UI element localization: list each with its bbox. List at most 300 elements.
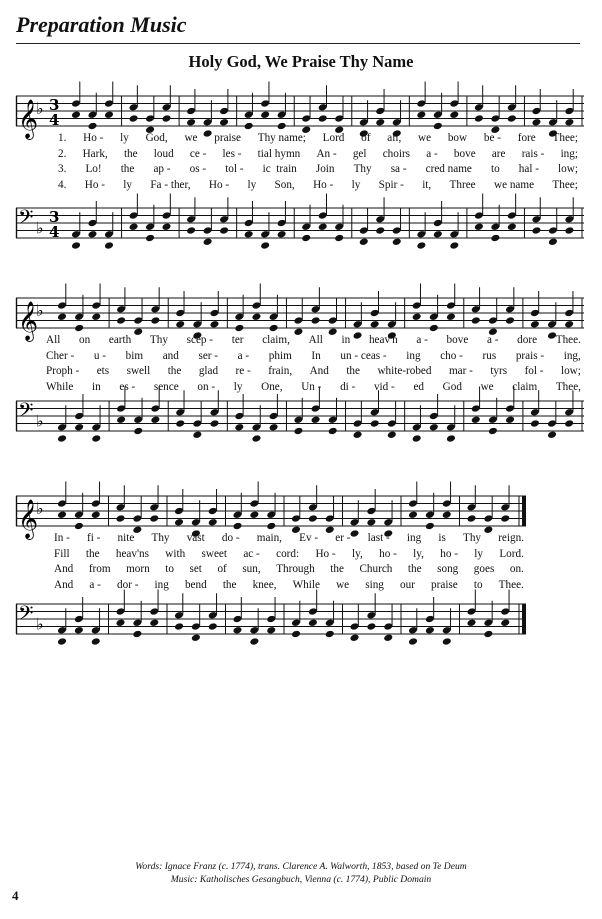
page-number: 4 [12,888,19,903]
note-head [318,222,328,231]
note-head [449,241,459,250]
time-signature-bottom: 4 [49,223,60,241]
lyric-syllable: the [330,563,344,576]
note-head [408,510,418,519]
note-head [150,415,160,424]
lyric-syllable: Proph - [46,365,80,378]
lyric-syllable: are [491,147,506,160]
lyric-syllable: ho - [440,547,458,560]
note-head [145,234,155,243]
note-head [57,434,67,443]
lyric-syllable: ly [233,380,243,393]
lyric-syllable: last - [367,532,390,544]
lyric-syllable: fore [517,132,536,144]
note-head [116,514,126,523]
lyric-syllable: Ho - [313,178,334,191]
lyric-syllable: Ho - [84,178,105,191]
lyric-syllable: on [78,334,91,346]
lyric-syllable: bend [184,578,207,591]
bass-clef: 𝄢 [18,601,34,630]
lyric-syllable: claim, [262,334,290,346]
lyric-syllable: ly [247,178,257,191]
note-head [129,222,139,231]
lyric-syllable: our [400,578,415,591]
lyric-syllable: of [217,563,227,576]
lyric-syllable: to [165,563,174,576]
lyric-syllable: ly [123,178,132,191]
lyric-syllable: Three [449,178,476,191]
lyric-syllable: ly, [351,547,363,560]
lyric-syllable: sence [153,380,179,393]
lyric-syllable: Thee; [552,178,578,191]
lyric-syllable: to [490,163,500,176]
lyric-syllable: the [407,563,422,576]
note-head [186,118,196,127]
note-head [116,618,126,627]
note-head [132,630,142,639]
note-head [260,241,270,250]
lyric-syllable: cred name [425,163,472,176]
lyric-syllable: es - [119,380,136,393]
note-head [266,522,276,531]
lyric-syllable: tial hymn [257,147,301,160]
note-head [269,324,279,333]
note-head [260,110,270,119]
note-head [471,316,481,325]
bass-staff-2 [16,393,584,443]
note-head [277,230,287,239]
lyric-syllable: Lord. [499,547,524,560]
treble-clef: 𝄞 [18,99,39,139]
note-head [387,430,397,439]
music-system-3 [16,488,584,668]
note-head [91,312,101,321]
note-head [383,633,393,642]
lyric-syllable: Lo! [85,163,102,176]
lyric-syllable: os - [189,163,207,176]
lyric-syllable: cho - [440,349,463,362]
note-head [251,434,261,443]
key-signature-flat: ♭ [36,411,44,431]
lyric-line [54,547,524,563]
time-signature-top: 3 [49,96,60,114]
note-head [174,518,184,527]
music-system-1 [16,88,584,258]
note-head [251,312,261,321]
lyrics-block-2 [46,333,581,395]
lyric-syllable: ter [231,334,244,346]
lyric-syllable: on. [509,563,524,576]
lyric-syllable: rus [482,349,497,362]
lyric-syllable: goes [473,563,495,576]
note-head [104,110,114,119]
note-head [277,122,287,131]
lyric-syllable: er - [335,532,351,544]
note-head [71,241,81,250]
lyric-syllable: with [165,547,186,560]
note-head [129,114,139,123]
lyric-syllable: in [341,334,351,346]
note-head [433,230,443,239]
lyric-syllable: Son, [274,178,295,191]
note-head [375,226,385,235]
lyric-syllable: the [346,365,360,378]
note-head [233,522,243,531]
treble-clef: 𝄞 [18,499,39,539]
note-head [500,618,510,627]
lyric-syllable: cord: [276,547,300,560]
note-head [548,237,558,246]
lyric-syllable: dore [517,334,538,346]
note-head [71,110,81,119]
lyric-syllable: tol - [225,163,244,176]
note-head [210,419,220,428]
lyric-syllable: reign. [498,532,524,544]
lyric-syllable: frain, [268,365,293,378]
note-head [219,118,229,127]
note-head [91,637,101,646]
note-head [311,316,321,325]
lyric-syllable: tyrs [490,365,508,378]
lyric-syllable: low; [560,365,581,378]
note-head [244,230,254,239]
lyric-syllable: sweet [201,547,227,560]
note-head [162,114,172,123]
lyric-syllable: rais - [521,147,545,160]
treble-clef: 𝄞 [18,301,39,341]
lyric-syllable: God [442,380,462,393]
note-head [311,415,321,424]
lyric-syllable: 2. [58,147,67,160]
lyric-syllable: swell [126,365,151,378]
lyric-syllable: low; [558,163,578,176]
lyric-syllable: song [437,563,459,576]
lyric-line [58,162,578,178]
lyric-syllable: bove [446,334,469,346]
note-head [219,226,229,235]
note-head [149,514,159,523]
lyric-syllable: ly [474,547,483,560]
lyric-line [46,364,581,380]
bass-clef: 𝄢 [18,398,34,427]
note-head [446,434,456,443]
note-head [507,114,517,123]
lyric-syllable: ce - [189,147,207,160]
note-head [291,630,301,639]
lyric-syllable: gel [352,147,367,160]
credits-footer [0,860,602,886]
lyric-syllable: in [92,380,101,393]
note-head [375,118,385,127]
lyric-syllable: Fill [54,547,70,560]
lyric-syllable: phim [268,349,292,362]
lyric-syllable: a - [416,334,428,346]
note-head [449,110,459,119]
lyric-syllable: ly [351,178,361,191]
note-head [359,237,369,246]
lyric-syllable: All [308,334,323,346]
lyric-syllable: While [292,578,320,591]
bass-clef: 𝄢 [18,205,34,234]
note-head [350,633,360,642]
note-head [116,415,126,424]
lyric-syllable: Fa - ther, [150,178,191,191]
note-head [233,626,243,635]
lyric-syllable: ing, [563,349,581,362]
note-head [133,427,143,436]
note-head [74,522,84,531]
lyric-syllable: a - [237,349,250,362]
lyric-syllable: In - [54,532,70,544]
lyric-syllable: Hark, [82,147,108,160]
lyric-syllable: re - [235,365,251,378]
lyric-syllable: ing [406,532,422,544]
lyrics-block-3 [54,531,524,593]
note-head [308,618,318,627]
lyric-syllable: Church [359,563,393,576]
lyric-syllable: Thy [463,532,482,544]
note-head [244,122,254,131]
note-head [293,427,303,436]
key-signature-flat: ♭ [36,99,44,118]
note-head [392,237,402,246]
note-head [366,622,376,631]
lyric-syllable: And [309,365,329,378]
note-head [564,320,574,329]
note-head [149,618,159,627]
lyric-syllable: the [167,365,182,378]
lyric-line [58,131,578,147]
lyric-syllable: sing [365,578,384,591]
note-head [416,110,426,119]
note-head [412,434,422,443]
lyric-syllable: dor - [117,578,139,591]
lyric-syllable: from [88,563,111,576]
lyric-syllable: ing [154,578,169,591]
note-head [208,622,218,631]
lyric-line [46,349,581,365]
note-head [564,419,574,428]
note-head [116,316,126,325]
lyric-syllable: set [189,563,202,576]
note-head [530,419,540,428]
note-head [370,320,380,329]
lyric-syllable: do - [221,532,240,544]
lyric-syllable: we [336,578,350,591]
lyric-syllable: bim [125,349,144,362]
note-head [88,122,98,131]
note-head [249,510,259,519]
note-head [446,312,456,321]
note-head [507,222,517,231]
bass-staff-1 [16,200,584,250]
lyric-syllable: u - [93,349,107,362]
lyric-syllable: ing [406,349,421,362]
lyric-syllable: Ho - [208,178,230,191]
note-head [483,630,493,639]
section-title: Preparation Music [16,12,187,37]
key-signature-flat: ♭ [36,218,44,238]
lyric-syllable: sa - [390,163,407,176]
lyric-syllable: we [418,132,432,144]
lyric-syllable: praise [214,132,241,144]
note-head [325,630,335,639]
lyric-syllable: And [54,578,74,591]
lyric-syllable: main, [256,532,282,544]
lyric-syllable: ap - [153,163,171,176]
note-head [564,226,574,235]
note-head [500,514,510,523]
lyric-syllable: di - [340,380,356,393]
note-head [531,226,541,235]
note-head [174,622,184,631]
music-credit: Music: Katholisches Gesangbuch, Vienna (c. 1774), Public Domain [170,874,432,885]
note-head [442,510,452,519]
note-head [490,234,500,243]
lyric-syllable: bove [453,147,476,160]
note-head [474,114,484,123]
lyric-syllable: All [46,334,61,346]
key-signature-flat: ♭ [36,301,44,320]
lyrics-block-1 [58,131,578,193]
lyric-syllable: choirs [382,147,411,160]
note-head [505,415,515,424]
lyric-syllable: les - [222,147,242,160]
lyric-syllable: ed [413,380,424,393]
lyric-syllable: vid - [373,380,395,393]
lyric-syllable: Spir - [378,178,404,191]
note-head [186,226,196,235]
lyric-syllable: all, [387,132,402,144]
lyric-syllable: An - [316,147,337,160]
lyric-syllable: And [54,563,74,576]
lyric-syllable: praise [431,578,458,591]
lyric-syllable: the [123,147,138,160]
note-head [57,312,67,321]
note-head [425,522,435,531]
lyric-syllable: knee, [252,578,277,591]
note-head [531,118,541,127]
lyric-syllable: Thy [149,334,168,346]
note-head [308,514,318,523]
lyric-line [54,562,524,578]
lyric-syllable: earth [108,334,132,346]
note-head [328,427,338,436]
lyric-syllable: heav'n [368,334,398,346]
lyric-syllable: a - [426,147,438,160]
lyric-syllable: the [222,578,237,591]
lyric-syllable: mar - [448,365,473,378]
lyric-syllable: vast [186,532,205,544]
words-credit: Words: Ignace Franz (c. 1774), trans. Clarence A. Walworth, 1853, based on Te Deum [135,861,467,872]
lyric-syllable: Through [276,563,315,576]
lyric-syllable: Thy [353,163,372,176]
lyric-syllable: nite [117,532,135,544]
lyric-syllable: Thee; [552,132,578,144]
note-head [547,430,557,439]
note-head [334,234,344,243]
lyric-line [58,178,578,194]
note-head [366,518,376,527]
lyric-syllable: One, [261,380,283,393]
note-head [91,434,101,443]
lyric-syllable: claim [512,380,538,393]
lyric-syllable: 4. [58,178,67,191]
lyric-syllable: 1. [58,132,67,144]
lyric-line [46,333,581,349]
lyric-syllable: Thy [151,532,170,544]
lyric-syllable: Lord [322,132,345,144]
lyric-syllable: we [480,380,494,393]
lyric-syllable: ac - [243,547,260,560]
lyric-syllable: we [184,132,198,144]
note-head [408,637,418,646]
lyric-syllable: a - [486,334,499,346]
lyric-syllable: un - ceas - [340,349,387,362]
lyric-syllable: 3. [58,163,67,176]
title-divider [16,43,580,44]
key-signature-flat: ♭ [36,614,44,634]
note-head [370,419,380,428]
note-head [433,122,443,131]
lyric-syllable: prais - [515,349,545,362]
lyric-syllable: the [85,547,100,560]
lyric-syllable: white-robed [377,365,432,378]
note-head [234,423,244,432]
key-signature-flat: ♭ [36,499,44,518]
lyric-syllable: fol - [524,365,544,378]
time-signature-bottom: 4 [49,111,60,129]
lyric-syllable: fi - [87,532,101,544]
lyric-syllable: loud [153,147,174,160]
note-head [175,419,185,428]
note-head [301,234,311,243]
lyric-syllable: ho - [379,547,397,560]
lyric-syllable: of [361,132,371,144]
note-head [210,320,220,329]
note-head [104,241,114,250]
lyric-syllable: be - [483,132,501,144]
note-head [412,312,422,321]
note-head [467,618,477,627]
lyric-syllable: we name [493,178,535,191]
lyric-syllable: sun, [242,563,261,576]
note-head [150,316,160,325]
note-head [266,626,276,635]
lyric-syllable: Thy name; [257,132,306,144]
lyric-syllable: While [46,380,74,393]
note-head [74,324,84,333]
note-head [269,423,279,432]
lyric-syllable: ly [120,132,129,144]
note-head [191,633,201,642]
lyric-syllable: Ev - [299,532,319,544]
lyric-syllable: Thee. [555,334,581,346]
time-signature-top: 3 [49,208,60,226]
note-head [91,510,101,519]
note-head [471,415,481,424]
note-head [234,324,244,333]
note-head [74,626,84,635]
lyric-syllable: to [473,578,483,591]
note-head [467,514,477,523]
note-head [57,637,67,646]
lyric-syllable: scep - [186,334,214,346]
lyric-syllable: ets [96,365,110,378]
note-head [175,320,185,329]
note-head [192,430,202,439]
lyric-syllable: God, [145,132,168,144]
